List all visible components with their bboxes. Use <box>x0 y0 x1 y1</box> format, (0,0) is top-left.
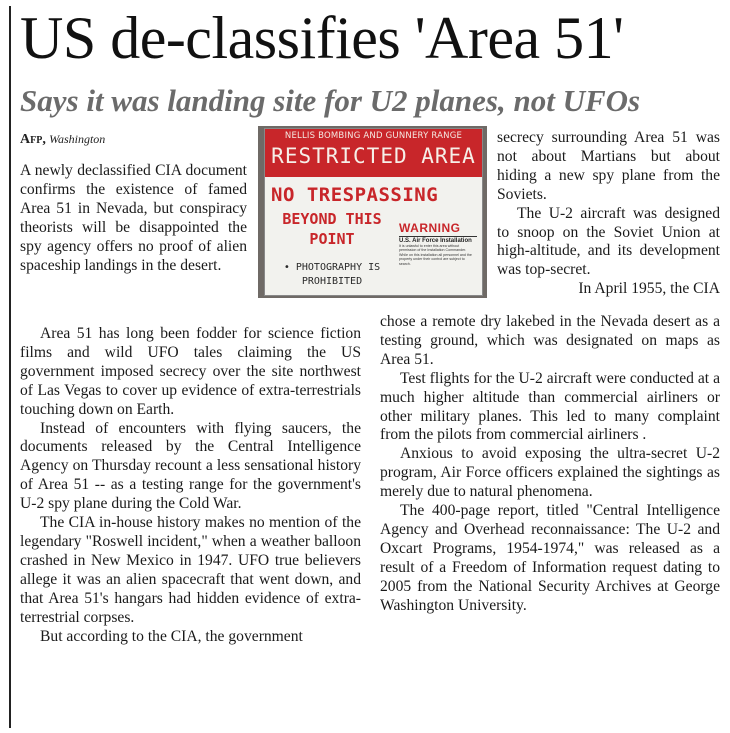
column-c <box>497 129 720 299</box>
sign-restricted-text: RESTRICTED AREA <box>271 144 476 168</box>
sign-range-text: NELLIS BOMBING AND GUNNERY RANGE <box>284 131 463 141</box>
sign-warning-panel <box>399 221 477 266</box>
paragraph: The 400-page report, titled "Central Intelligence Agency and Overhead reconnaissance: The U-2 and Oxcart Programs, 1954-1974," was released as a result of a Freedom of Information request dating to 2005 from the National Security Archives at George Washington University. <box>380 502 720 614</box>
sign-fine-print: While on this installation all personnel and the property under their control are subject to search. <box>399 252 472 266</box>
column-rule <box>9 6 11 728</box>
sign-warning-title: WARNING <box>399 221 461 235</box>
paragraph: In April 1955, the CIA <box>578 280 720 298</box>
subheadline: Says it was landing site for U2 planes, not UFOs <box>20 83 641 118</box>
sign-no-trespassing: NO TRESPASSING <box>271 184 439 206</box>
byline <box>20 131 105 148</box>
paragraph: secrecy surrounding Area 51 was not about Martians but about hiding a new spy plane from the Soviets. <box>497 129 720 203</box>
byline-place: Washington <box>49 132 106 146</box>
paragraph: The CIA in-house history makes no mention of the legendary "Roswell incident," when a weather balloon crashed in New Mexico in 1947. UFO true believers allege it was an alien spacecraft that went down, and that Area 51's hangars had hidden evidence of extra-terrestrial corpses. <box>20 514 361 626</box>
sign-beyond-point: BEYOND THIS POINT <box>282 210 382 248</box>
paragraph: The U-2 aircraft was designed to snoop on the Soviet Union at high-altitude, and its development was top-secret. <box>497 204 720 279</box>
byline-agency: Afp, <box>20 132 46 147</box>
column-d <box>380 313 720 616</box>
paragraph: Area 51 has long been fodder for science fiction films and wild UFO tales claiming the US government imposed secrecy over the site northwest of Las Vegas to cover up evidence of extra-terrestrials touching down on Earth. <box>20 325 361 418</box>
warning-sign <box>264 128 483 296</box>
sign-photography-prohibited: • PHOTOGRAPHY IS PROHIBITED <box>283 262 381 287</box>
divider <box>399 236 477 237</box>
paragraph: Instead of encounters with flying saucers, the documents released by the Central Intelligence Agency on Thursday recount a less sensational history of Area 51 -- as a testing range for the government's U-2 spy plane during the Cold War. <box>20 419 361 513</box>
sign-fine-print: It is unlawful to enter this area without permission of the Installation Commander. <box>399 244 467 253</box>
paragraph: A newly declassified CIA document confirms the existence of famed Area 51 in Nevada, but conspiracy theorists will be disappointed the spy agency offers no proof of alien spaceship landings in the desert. <box>20 162 247 274</box>
column-b <box>20 325 361 646</box>
paragraph: But according to the CIA, the government <box>40 627 303 645</box>
paragraph: Anxious to avoid exposing the ultra-secret U-2 program, Air Force officers explained the sightings as merely due to natural phenomena. <box>380 445 720 501</box>
headline: US de-classifies 'Area 51' <box>20 5 624 71</box>
column-a <box>20 162 247 275</box>
sign-installation: U.S. Air Force Installation <box>399 238 472 244</box>
paragraph: chose a remote dry lakebed in the Nevada desert as a testing ground, which was designated on maps as Area 51. <box>380 313 720 368</box>
restricted-area-sign-photo <box>258 126 487 298</box>
paragraph: Test flights for the U-2 aircraft were conducted at a much higher altitude than commercial airliners or other military planes. This led to many complaint from the pilots from commercial airliners . <box>380 369 720 444</box>
